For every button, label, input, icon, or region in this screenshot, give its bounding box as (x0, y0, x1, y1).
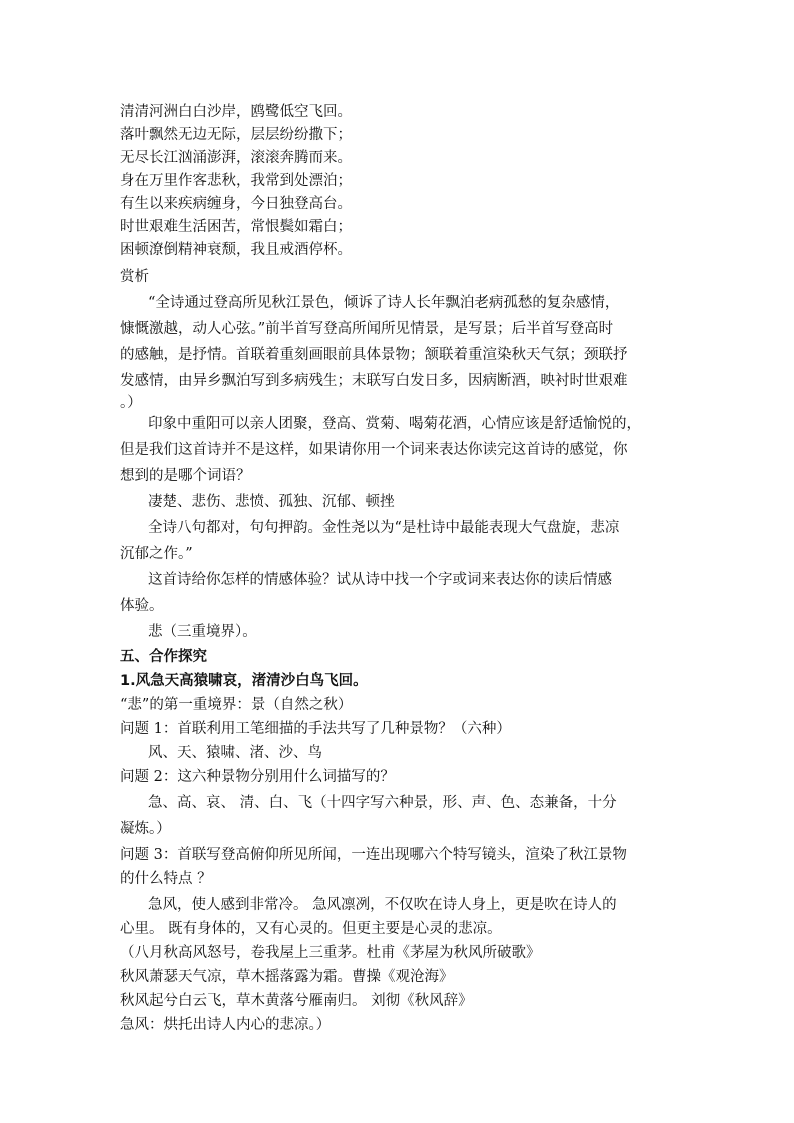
appreciation-text: “全诗通过登高所见秋江景色，倾诉了诗人长年飘泊老病孤愁的复杂感情， (148, 295, 620, 311)
question-text: 但是我们这首诗并不是这样，如果请你用一个词来表达你读完这首诗的感觉，你 (120, 442, 628, 458)
quote-line: 急风：烘托出诗人内心的悲凉。） (120, 1017, 331, 1033)
translation-line: 身在万里作客悲秋，我常到处漂泊； (120, 173, 352, 189)
section-heading: 五、合作探究 (120, 649, 207, 665)
question-2: 问题 2：这六种景物分别用什么词描写的？ (120, 769, 395, 785)
answer-words: 凄楚、悲伤、悲愤、孤独、沉郁、顿挫 (148, 494, 395, 510)
translation-line: 时世艰难生活困苦，常恨鬓如霜白； (120, 219, 352, 235)
question-text: 这首诗给你怎样的情感体验？试从诗中找一个字或词来表达你的读后情感 (148, 572, 612, 588)
answer-3: 心里。 既有身体的，又有心灵的。但更主要是心灵的悲凉。 (120, 921, 502, 937)
question-text: 体验。 (120, 598, 164, 614)
question-3: 的什么特点 ？ (120, 871, 212, 887)
comment-text: 全诗八句都对，句句押韵。金性尧以为“是杜诗中最能表现大气盘旋，悲凉 (148, 520, 620, 536)
answer-2: 凝炼。） (120, 821, 171, 837)
appreciation-heading: 赏析 (120, 269, 149, 285)
appreciation-text: 的感触，是抒情。首联着重刻画眼前具体景物；颔联着重渲染秋天气氛；颈联抒 (120, 347, 628, 363)
translation-line: 有生以来疾病缠身，今日独登高台。 (120, 196, 352, 212)
subsection-heading: 1.风急天高猿啸哀，渚清沙白鸟飞回。 (120, 673, 368, 689)
answer-2: 急、高、哀、 清、白、飞（十四字写六种景，形、声、色、态兼备，十分 (148, 795, 617, 811)
translation-line: 无尽长江汹涌澎湃，滚滚奔腾而来。 (120, 150, 352, 166)
comment-text: 沉郁之作。” (120, 546, 193, 562)
appreciation-text: 慷慨激越，动人心弦。”前半首写登高所闻所见情景，是写景；后半首写登高时 (120, 321, 614, 337)
answer-text: 悲（三重境界）。 (148, 624, 257, 640)
appreciation-text: 。） (120, 395, 142, 411)
appreciation-text: 发感情，由异乡飘泊写到多病残生；末联写白发日多，因病断酒，映衬时世艰难 (120, 373, 628, 389)
realm-label: “悲”的第一重境界：景（自然之秋） (120, 697, 353, 713)
question-text: 印象中重阳可以亲人团聚，登高、赏菊、喝菊花酒，心情应该是舒适愉悦的， (148, 416, 641, 432)
answer-1: 风、天、猿啸、渚、沙、鸟 (148, 745, 322, 761)
question-1: 问题 1：首联利用工笔细描的手法共写了几种景物？（六种） (120, 721, 511, 737)
question-text: 想到的是哪个词语？ (120, 468, 251, 484)
translation-line: 落叶飘然无边无际，层层纷纷撒下； (120, 127, 352, 143)
translation-line: 困顿潦倒精神衰颓，我且戒酒停杯。 (120, 242, 352, 258)
quote-line: （八月秋高风怒号，卷我屋上三重茅。杜甫《茅屋为秋风所破歌》 (120, 945, 541, 961)
translation-line: 清清河洲白白沙岸，鸥鹭低空飞回。 (120, 104, 352, 120)
answer-3: 急风，使人感到非常冷。 急风凛冽，不仅吹在诗人身上，更是吹在诗人的 (148, 897, 617, 913)
quote-line: 秋风起兮白云飞，草木黄落兮雁南归。 刘彻《秋风辞》 (120, 993, 473, 1009)
quote-line: 秋风萧瑟天气凉，草木摇落露为霜。曹操《观沧海》 (120, 969, 454, 985)
question-3: 问题 3：首联写登高俯仰所见所闻，一连出现哪六个特写镜头，渲染了秋江景物 (120, 847, 627, 863)
